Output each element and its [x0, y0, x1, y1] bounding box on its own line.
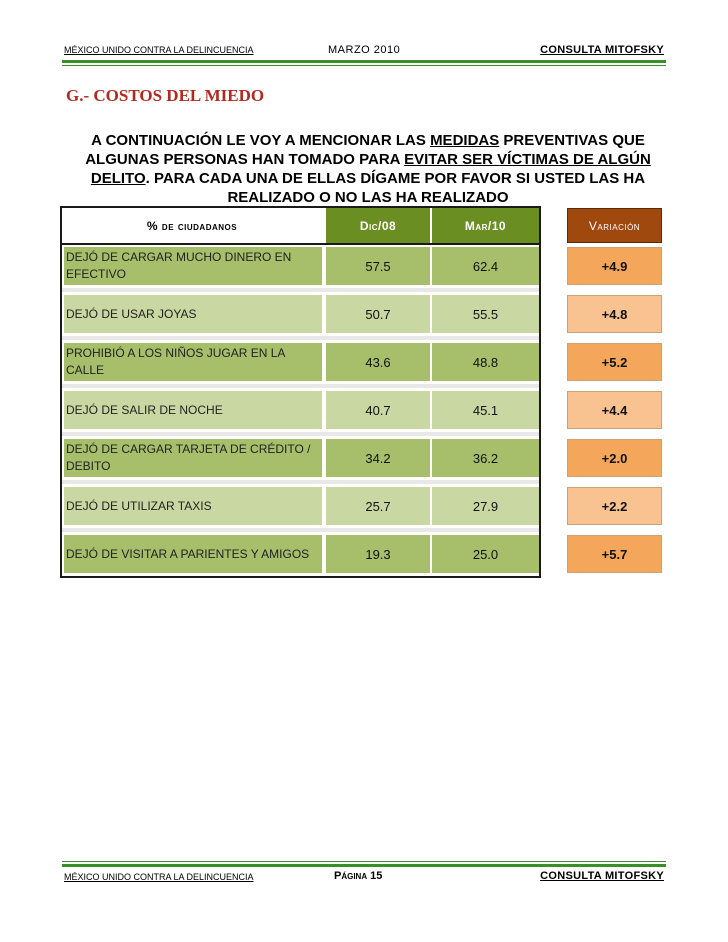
question-part-2: PREVENTIVAS QUE ALGUNAS PERSONAS HAN TOMADO PARA: [85, 132, 645, 168]
table-cell-variacion: +2.2: [567, 487, 662, 525]
table-row-label: DEJÓ DE SALIR DE NOCHE: [64, 391, 322, 429]
table-cell-variacion: +4.4: [567, 391, 662, 429]
table-row-label: PROHIBIÓ A LOS NIÑOS JUGAR EN LA CALLE: [64, 343, 322, 381]
header-date: MARZO 2010: [328, 44, 401, 56]
row-divider: [62, 480, 539, 484]
table-cell-mar10: 45.1: [432, 391, 539, 429]
table-row-label: DEJÓ DE CARGAR TARJETA DE CRÉDITO / DEBITO: [64, 439, 322, 477]
header-rule-thick: [62, 60, 666, 63]
column-header-variacion: Variación: [567, 208, 662, 243]
table-cell-mar10: 25.0: [432, 535, 539, 573]
table-cell-mar10: 48.8: [432, 343, 539, 381]
question-text: [82, 131, 654, 207]
section-title: G.- COSTOS DEL MIEDO: [66, 86, 265, 105]
table-cell-variacion: +4.9: [567, 247, 662, 285]
footer-publisher: CONSULTA MITOFSKY: [540, 870, 664, 882]
table-row-label: DEJÓ DE UTILIZAR TAXIS: [64, 487, 322, 525]
question-underline-2: EVITAR SER VÍCTIMAS DE ALGÚN DELITO: [90, 151, 651, 187]
footer-organization: MÉXICO UNIDO CONTRA LA DELINCUENCIA: [64, 872, 254, 882]
table-cell-dic08: 43.6: [326, 343, 430, 381]
header-publisher: CONSULTA MITOFSKY: [540, 44, 664, 56]
question-underline-1: MEDIDAS: [430, 132, 500, 149]
page-header: [62, 42, 666, 58]
table-cell-variacion: +4.8: [567, 295, 662, 333]
row-divider: [62, 528, 539, 532]
table-cell-mar10: 27.9: [432, 487, 539, 525]
page-footer: [62, 870, 666, 886]
row-divider: [62, 384, 539, 388]
footer-page-number: Página 15: [334, 870, 383, 882]
table-cell-variacion: +2.0: [567, 439, 662, 477]
column-header-dic08: Dic/08: [326, 208, 430, 243]
row-divider: [62, 432, 539, 436]
table-row-label: DEJÓ DE USAR JOYAS: [64, 295, 322, 333]
column-header-label: % de ciudadanos: [62, 208, 322, 243]
table-cell-mar10: 62.4: [432, 247, 539, 285]
table-cell-variacion: +5.7: [567, 535, 662, 573]
header-rule-thin: [62, 65, 666, 66]
table-row-label: DEJÓ DE CARGAR MUCHO DINERO EN EFECTIVO: [64, 247, 322, 285]
table-cell-dic08: 57.5: [326, 247, 430, 285]
footer-rule-thick: [62, 864, 666, 867]
header-organization: MÉXICO UNIDO CONTRA LA DELINCUENCIA: [64, 45, 254, 55]
question-part-3: . PARA CADA UNA DE ELLAS DÍGAME POR FAVOR SI USTED LAS HA REALIZADO O NO LAS HA REALIZADO: [145, 170, 646, 206]
row-divider: [62, 288, 539, 292]
footer-rule-thin: [62, 861, 666, 862]
table-cell-dic08: 50.7: [326, 295, 430, 333]
table-cell-dic08: 25.7: [326, 487, 430, 525]
table-cell-dic08: 34.2: [326, 439, 430, 477]
column-header-mar10: Mar/10: [432, 208, 539, 243]
table-cell-variacion: +5.2: [567, 343, 662, 381]
table-cell-mar10: 55.5: [432, 295, 539, 333]
table-cell-mar10: 36.2: [432, 439, 539, 477]
table-cell-dic08: 19.3: [326, 535, 430, 573]
table-row-label: DEJÓ DE VISITAR A PARIENTES Y AMIGOS: [64, 535, 322, 573]
question-part-1: A CONTINUACIÓN LE VOY A MENCIONAR LAS: [91, 132, 431, 149]
row-divider: [62, 336, 539, 340]
header-separator: [62, 243, 539, 245]
table-cell-dic08: 40.7: [326, 391, 430, 429]
